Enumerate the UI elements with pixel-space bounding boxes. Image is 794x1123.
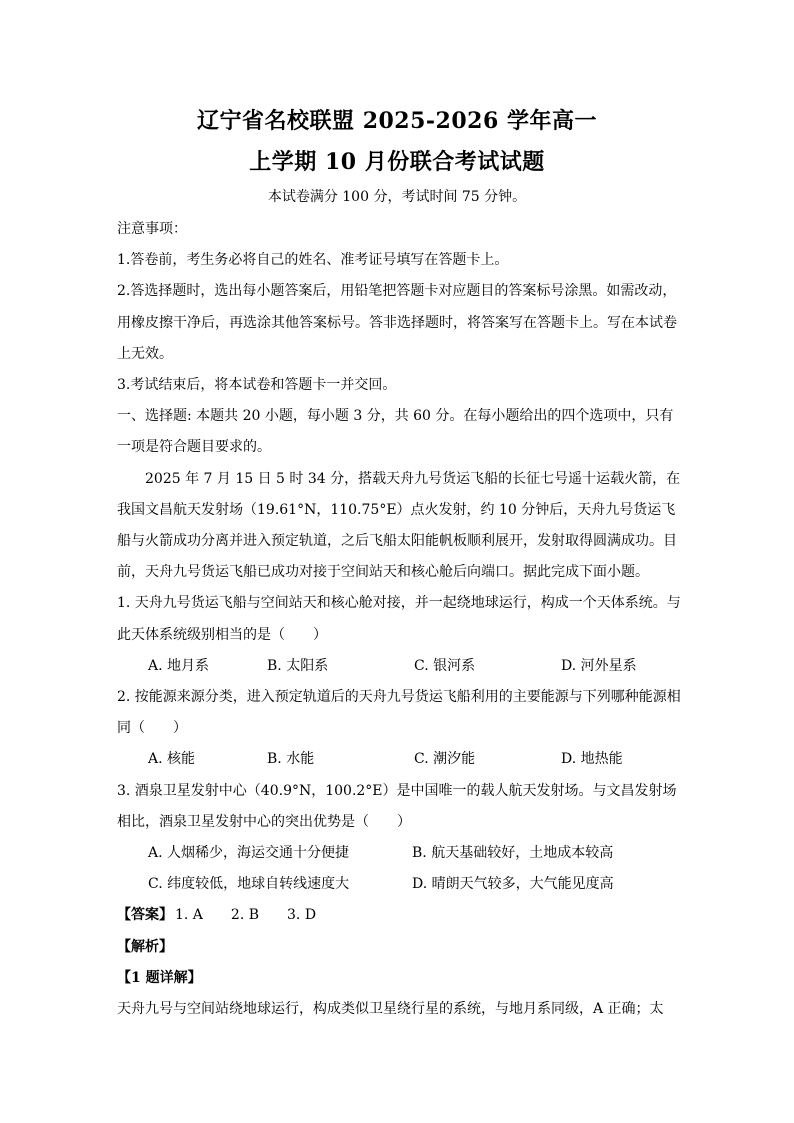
answer-value: 1. A 2. B 3. D bbox=[175, 907, 317, 924]
notice-heading: 注意事项： bbox=[117, 221, 187, 237]
exam-title-line2: 上学期 10 月份联合考试试题 bbox=[249, 149, 545, 175]
question-options bbox=[117, 651, 682, 682]
option-c: C. 纬度较低，地球自转线速度大 bbox=[148, 876, 350, 893]
question-options bbox=[117, 744, 682, 775]
analysis-label: 【解析】 bbox=[117, 938, 173, 955]
question-options bbox=[117, 869, 682, 900]
option-a: A. 核能 bbox=[148, 751, 196, 768]
option-b: B. 航天基础较好，土地成本较高 bbox=[412, 845, 614, 862]
option-a: A. 人烟稀少，海运交通十分便捷 bbox=[148, 845, 350, 862]
option-a: A. 地月系 bbox=[148, 657, 210, 674]
analysis-detail-label: 【1 题详解】 bbox=[117, 969, 202, 986]
exam-subtitle: 本试卷满分 100 分，考试时间 75 分钟。 bbox=[267, 189, 527, 205]
passage: 2025 年 7 月 15 日 5 时 34 分，搭载天舟九号货运飞船的长征七号遥十运载火箭，在我国文昌航天发射场（19.61°N，110.75°E）点火发射，约 10 分钟后，天舟九号货运飞船与火箭成功分离并进入预定轨道，之后飞船太阳能帆板顺利展开，发射取得圆满成功。目前，天舟九号货运飞船已成功对接于空间站天和核心舱后向端口。据此完成下面小题。 bbox=[117, 470, 681, 581]
question-stem: 2. 按能源来源分类，进入预定轨道后的天舟九号货运飞船利用的主要能源与下列哪种能源相同（ ） bbox=[117, 689, 681, 737]
option-c: C. 潮汐能 bbox=[414, 751, 476, 768]
answer-label: 【答案】 bbox=[117, 907, 173, 924]
exam-body bbox=[117, 214, 682, 1025]
notice-item: 1.答卷前，考生务必将自己的姓名、准考证号填写在答题卡上。 bbox=[117, 252, 509, 269]
option-d: D. 晴朗天气较多，大气能见度高 bbox=[412, 876, 614, 893]
question-stem: 3. 酒泉卫星发射中心（40.9°N，100.2°E）是中国唯一的载人航天发射场。与文昌发射场相比，酒泉卫星发射中心的突出优势是（ ） bbox=[117, 782, 677, 830]
notice-item: 3.考试结束后，将本试卷和答题卡一并交回。 bbox=[117, 377, 397, 394]
notice-item: 2.答选择题时，选出每小题答案后，用铅笔把答题卡对应题目的答案标号涂黑。如需改动，用橡皮擦干净后，再选涂其他答案标号。答非选择题时，将答案写在答题卡上。写在本试卷上无效。 bbox=[117, 283, 677, 362]
answer-line bbox=[117, 900, 682, 931]
option-d: D. 河外星系 bbox=[561, 657, 637, 674]
exam-title-line1: 辽宁省名校联盟 2025-2026 学年高一 bbox=[197, 108, 597, 134]
question-stem: 1. 天舟九号货运飞船与空间站天和核心舱对接，并一起绕地球运行，构成一个天体系统。与此天体系统级别相当的是（ ） bbox=[117, 595, 681, 643]
option-b: B. 水能 bbox=[267, 751, 315, 768]
option-b: B. 太阳系 bbox=[267, 657, 329, 674]
option-d: D. 地热能 bbox=[561, 751, 623, 768]
option-c: C. 银河系 bbox=[414, 657, 476, 674]
section-heading: 一、选择题: 本题共 20 小题，每小题 3 分，共 60 分。在每小题给出的四个选项中，只有一项是符合题目要求的。 bbox=[117, 408, 674, 456]
analysis-detail-text: 天舟九号与空间站绕地球运行，构成类似卫星绕行星的系统，与地月系同级，A 正确；太 bbox=[117, 1001, 664, 1018]
question-options bbox=[117, 838, 682, 869]
